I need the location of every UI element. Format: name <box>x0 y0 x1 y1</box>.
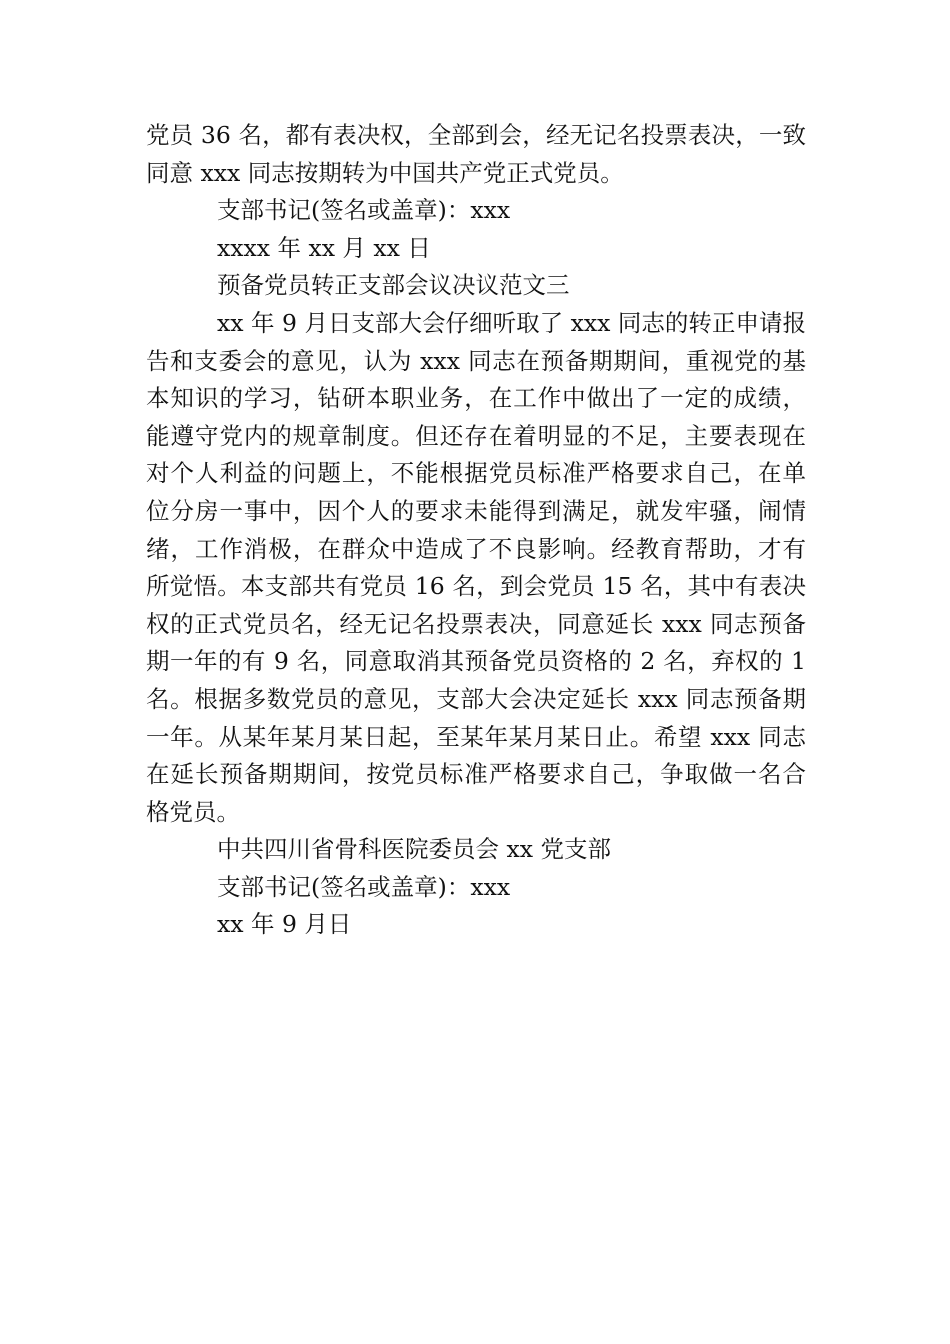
paragraph-line: 对个人利益的问题上，不能根据党员标准严格要求自己，在单 <box>146 459 806 488</box>
date-line: xx 年 9 月日 <box>217 910 352 939</box>
paragraph-line: 一年。从某年某月某日起，至某年某月某日止。希望 xxx 同志 <box>146 722 806 751</box>
document-body <box>146 117 806 944</box>
paragraph-line: 党员 36 名，都有表决权，全部到会，经无记名投票表决，一致 <box>146 121 806 149</box>
signature-line: 支部书记(签名或盖章)：xxx <box>217 196 511 225</box>
paragraph-line: 格党员。 <box>146 797 240 826</box>
paragraph-line: 能遵守党内的规章制度。但还存在着明显的不足，主要表现在 <box>146 421 806 450</box>
paragraph-line: 权的正式党员名，经无记名投票表决，同意延长 xxx 同志预备 <box>146 609 806 638</box>
paragraph-line: 在延长预备期期间，按党员标准严格要求自己，争取做一名合 <box>146 760 806 789</box>
signature-line: 支部书记(签名或盖章)：xxx <box>217 872 511 901</box>
paragraph-line: 告和支委会的意见，认为 xxx 同志在预备期期间，重视党的基 <box>146 346 806 375</box>
section-title: 预备党员转正支部会议决议范文三 <box>217 271 570 300</box>
paragraph-line: xx 年 9 月日支部大会仔细听取了 xxx 同志的转正申请报 <box>217 308 806 337</box>
paragraph-line: 名。根据多数党员的意见，支部大会决定延长 xxx 同志预备期 <box>146 684 806 713</box>
paragraph-line: 绪，工作消极，在群众中造成了不良影响。经教育帮助，才有 <box>146 534 806 563</box>
date-line: xxxx 年 xx 月 xx 日 <box>217 233 431 262</box>
paragraph-line: 位分房一事中，因个人的要求未能得到满足，就发牢骚，闹情 <box>146 496 806 525</box>
paragraph-line: 期一年的有 9 名，同意取消其预备党员资格的 2 名，弃权的 1 <box>146 647 806 676</box>
organization-line: 中共四川省骨科医院委员会 xx 党支部 <box>217 835 611 864</box>
paragraph-line: 同意 xxx 同志按期转为中国共产党正式党员。 <box>146 158 624 187</box>
paragraph-line: 所觉悟。本支部共有党员 16 名，到会党员 15 名，其中有表决 <box>146 572 806 601</box>
paragraph-line: 本知识的学习，钻研本职业务，在工作中做出了一定的成绩， <box>146 384 806 413</box>
